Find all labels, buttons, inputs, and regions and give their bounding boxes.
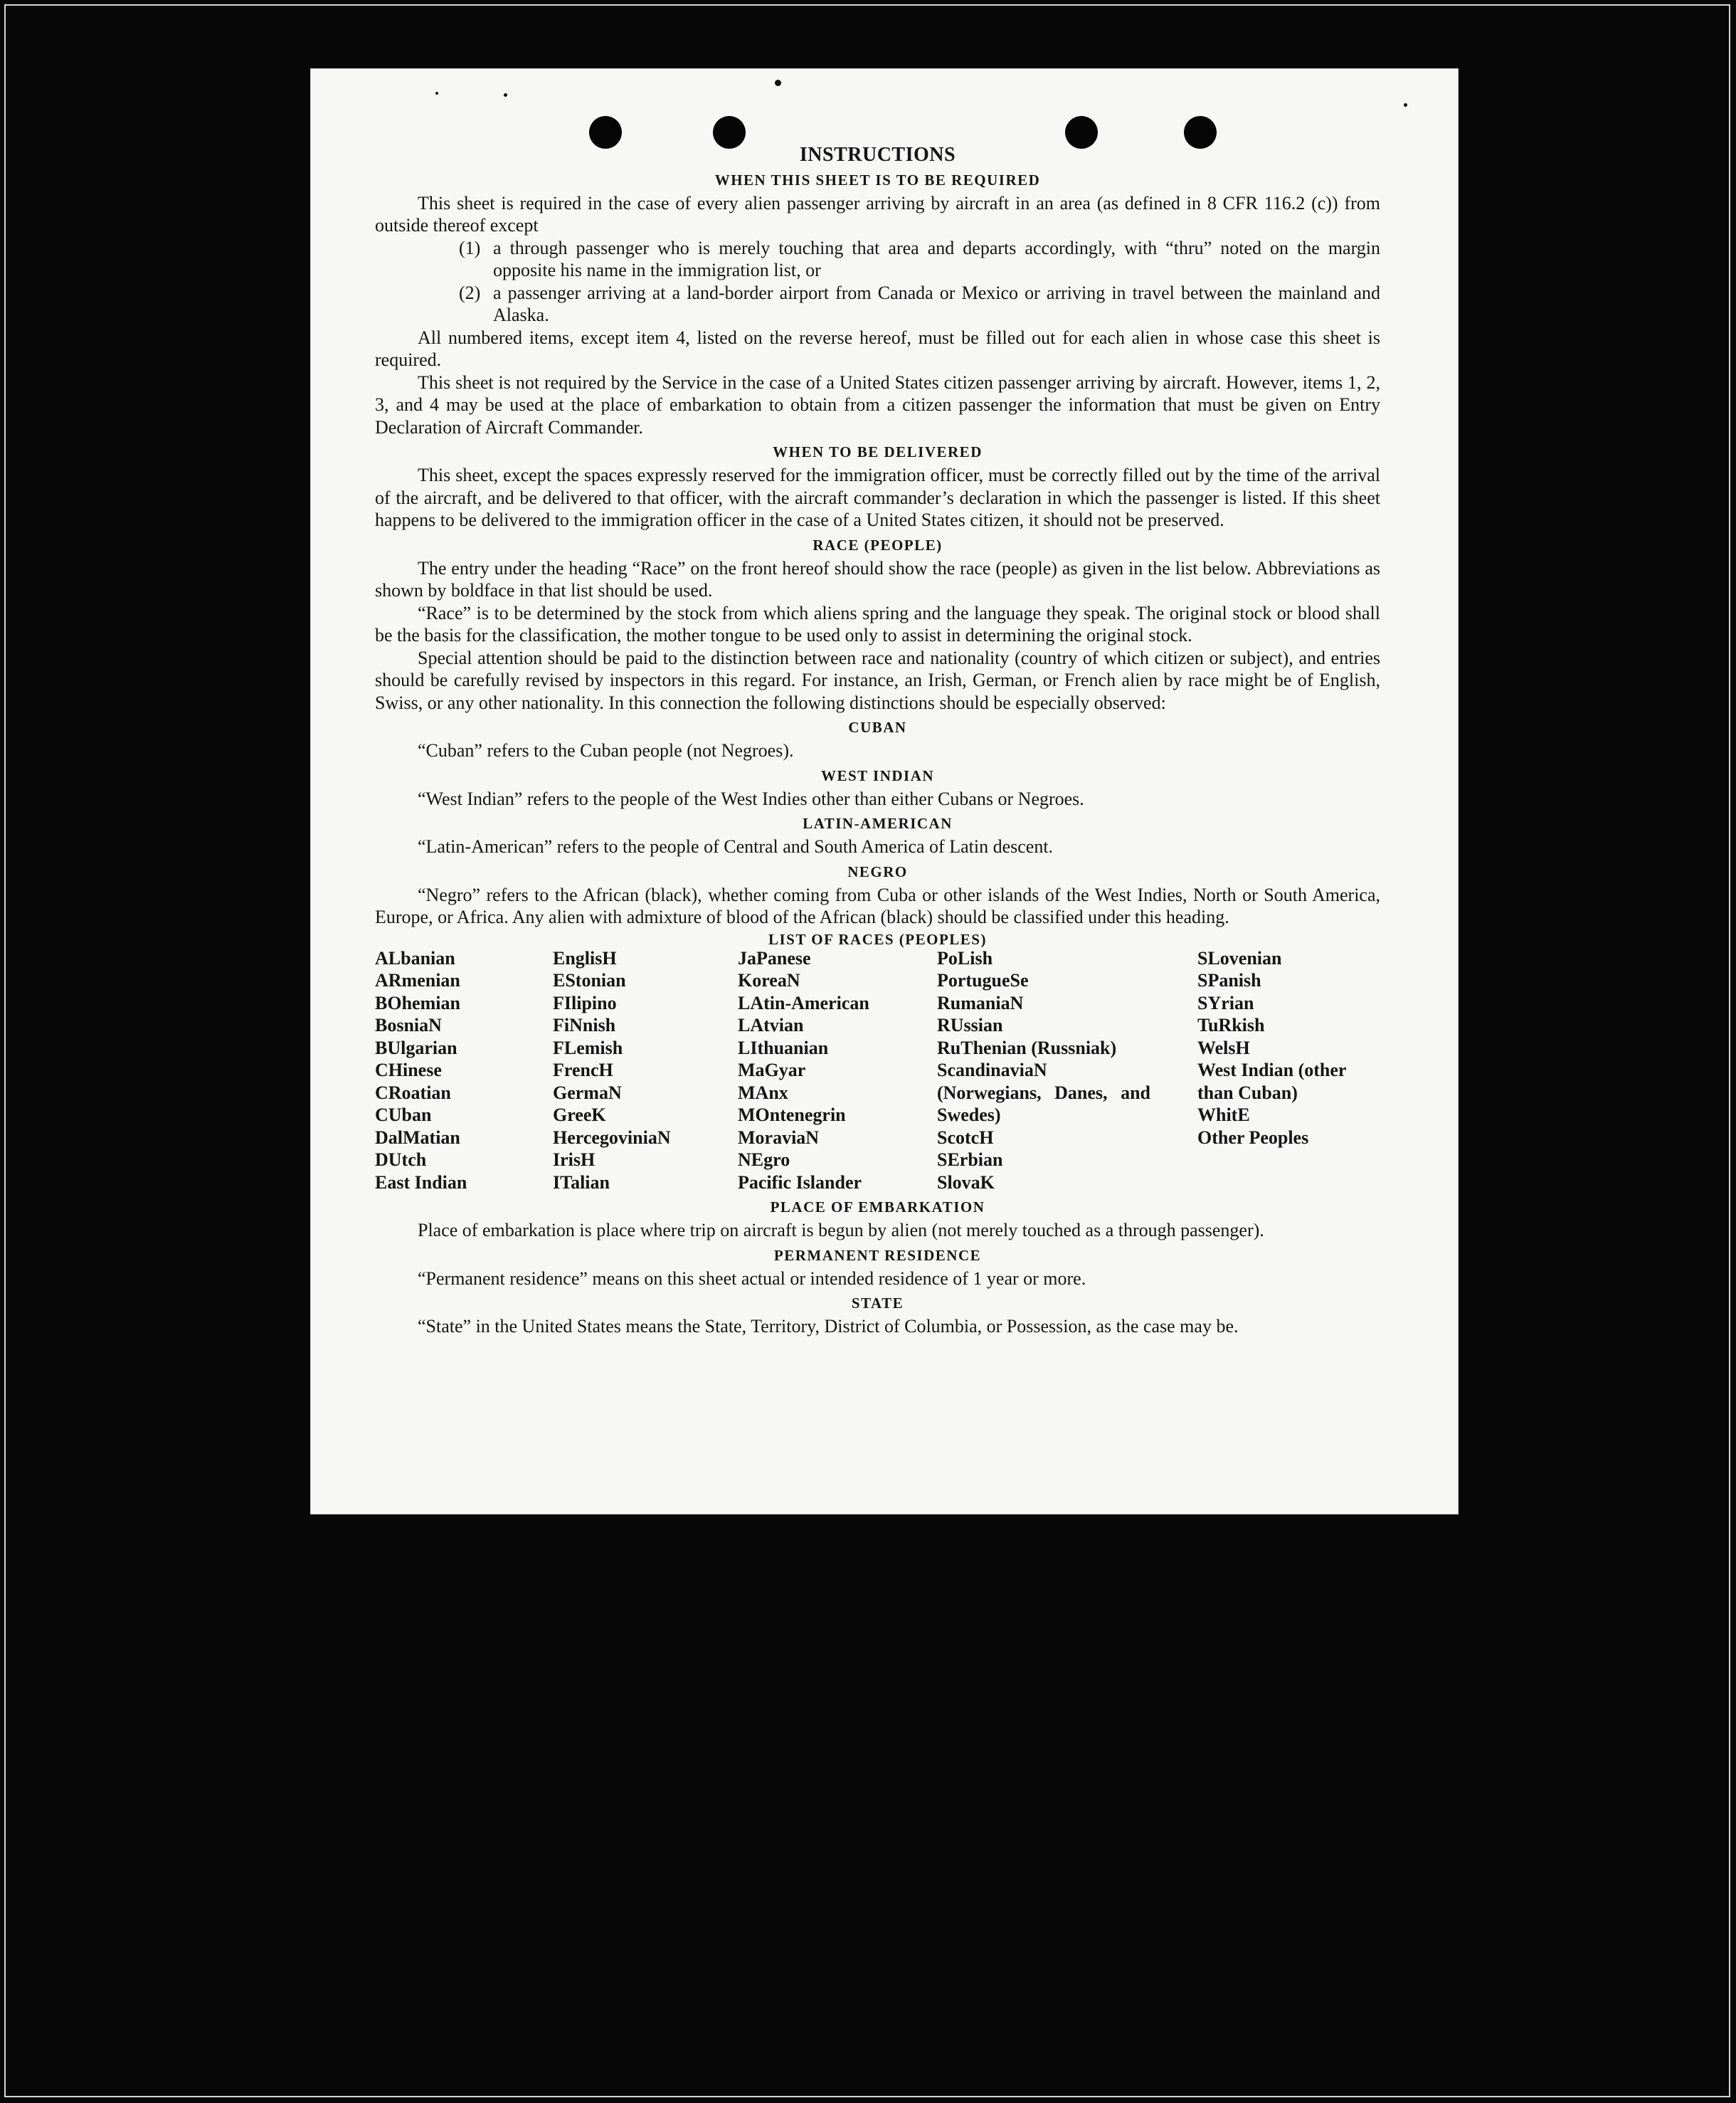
paragraph: “West Indian” refers to the people of the West Indies other than either Cubans or Negroes. <box>418 788 1084 809</box>
speck <box>435 92 438 95</box>
heading-list-of-races: LIST OF RACES (PEOPLES) <box>768 930 987 948</box>
race-item: RUssian <box>937 1015 1003 1035</box>
race-item: RumaniaN <box>937 992 1024 1013</box>
races-column <box>1197 947 1380 1194</box>
heading-permanent-residence: PERMANENT RESIDENCE <box>773 1246 982 1264</box>
list-text: a through passenger who is merely touching that area and departs accordingly, with “thru” noted on the margin opposite his name in the immigration list, or <box>493 237 1380 280</box>
race-item: CRoatian <box>375 1082 451 1103</box>
paragraph: “Race” is to be determined by the stock from which aliens spring and the language they speak. The original stock or blood shall be the basis for the classification, the mother tongue to be used only to assist in determining the original stock. <box>375 602 1380 645</box>
race-item: BosniaN <box>375 1015 442 1035</box>
race-item: LAtvian <box>738 1015 804 1035</box>
heading-when-delivered: WHEN TO BE DELIVERED <box>773 443 983 460</box>
race-item: SLovenian <box>1197 947 1282 969</box>
races-column <box>553 947 738 1194</box>
list-number: (2) <box>459 282 481 303</box>
race-item: MoraviaN <box>738 1127 820 1148</box>
race-item: EnglisH <box>553 947 617 969</box>
heading-negro: NEGRO <box>847 863 908 880</box>
paragraph: The entry under the heading “Race” on the front hereof should show the race (people) as given in the list below. Abbreviations as shown by boldface in that list should be used. <box>375 557 1380 601</box>
race-item: FrencH <box>553 1060 613 1080</box>
race-item: JaPanese <box>738 947 811 969</box>
instructions-content <box>375 144 1380 1338</box>
paragraph: Place of embarkation is place where trip on aircraft is begun by alien (not merely touched as a through passenger). <box>418 1220 1264 1240</box>
race-item: Pacific Islander <box>738 1171 862 1193</box>
race-item: MaGyar <box>738 1060 806 1080</box>
race-item: ITalian <box>553 1171 610 1193</box>
race-item: CUban <box>375 1105 432 1125</box>
race-item: HercegoviniaN <box>553 1127 671 1148</box>
list-text: a passenger arriving at a land-border airport from Canada or Mexico or arriving in travel between the mainland and Alaska. <box>493 282 1380 325</box>
race-item: BUlgarian <box>375 1037 457 1058</box>
paragraph: This sheet, except the spaces expressly reserved for the immigration officer, must be correctly filled out by the time of the arrival of the aircraft, and be delivered to that officer, with the aircraft commander’s declaration in which the passenger is listed. If this sheet happens to be delivered to the immigration officer in the case of a United States citizen, it should not be preserved. <box>375 465 1380 530</box>
race-item: TuRkish <box>1197 1015 1265 1035</box>
paragraph: “State” in the United States means the State, Territory, District of Columbia, or Possession, as the case may be. <box>418 1316 1239 1337</box>
speck <box>504 93 507 97</box>
race-item: MOntenegrin <box>738 1105 846 1125</box>
race-item: West Indian (other than Cuban) <box>1197 1060 1346 1103</box>
heading-embarkation: PLACE OF EMBARKATION <box>770 1198 985 1216</box>
race-item: WhitE <box>1197 1105 1250 1125</box>
heading-state: STATE <box>851 1295 904 1312</box>
races-list <box>375 947 1380 1194</box>
race-item: SlovaK <box>937 1171 995 1193</box>
race-item: LIthuanian <box>738 1037 829 1058</box>
races-column <box>937 947 1197 1194</box>
heading-west-indian: WEST INDIAN <box>820 766 935 784</box>
race-item: EStonian <box>553 970 626 991</box>
speck <box>775 80 781 86</box>
heading-cuban: CUBAN <box>848 719 907 736</box>
race-item: RuThenian (Russniak) <box>937 1037 1117 1058</box>
paragraph: “Permanent residence” means on this sheet actual or intended residence of 1 year or more. <box>418 1267 1086 1289</box>
speck <box>1404 103 1407 107</box>
paragraph: Special attention should be paid to the distinction between race and nationality (country of which citizen or subject), and entries should be carefully revised by inspectors in this regard. For instance, an Irish, German, or French alien by race might be of English, Swiss, or any other nationality. In this connection the following distinctions should be especially observed: <box>375 647 1380 713</box>
race-item: KoreaN <box>738 970 800 991</box>
race-item: WelsH <box>1197 1037 1250 1058</box>
race-item: PortugueSe <box>937 970 1029 991</box>
race-item: MAnx <box>738 1082 788 1103</box>
race-item: FLemish <box>553 1037 623 1058</box>
race-item: SPanish <box>1197 970 1261 991</box>
race-item: SYrian <box>1197 992 1254 1013</box>
race-item: ARmenian <box>375 970 460 991</box>
race-item: Other Peoples <box>1197 1127 1309 1148</box>
race-item: DalMatian <box>375 1127 460 1148</box>
race-item: ALbanian <box>375 947 455 969</box>
race-item: NEgro <box>738 1149 790 1170</box>
paragraph: This sheet is not required by the Service in the case of a United States citizen passenger arriving by aircraft. However, items 1, 2, 3, and 4 may be used at the place of embarkation to obtain from a citizen passenger the information that must be given on Entry Declaration of Aircraft Commander. <box>375 371 1380 438</box>
race-item: GermaN <box>553 1082 622 1103</box>
race-item: LAtin-American <box>738 992 869 1013</box>
race-item: ScandinaviaN (Norwegians, Danes, and Swedes) <box>937 1060 1150 1125</box>
paragraph: All numbered items, except item 4, listed on the reverse hereof, must be filled out for each alien in whose case this sheet is required. <box>375 327 1380 370</box>
list-number: (1) <box>459 237 481 258</box>
race-item: GreeK <box>553 1105 606 1125</box>
page-title: INSTRUCTIONS <box>799 144 956 166</box>
races-column <box>375 947 553 1194</box>
race-item: IrisH <box>553 1149 596 1170</box>
paragraph: This sheet is required in the case of every alien passenger arriving by aircraft in an area (as defined in 8 CFR 116.2 (c)) from outside thereof except <box>375 192 1380 236</box>
race-item: CHinese <box>375 1060 442 1080</box>
race-item: DUtch <box>375 1149 427 1170</box>
race-item: FiNnish <box>553 1015 616 1035</box>
race-item: ScotcH <box>937 1127 994 1148</box>
paragraph: “Latin-American” refers to the people of Central and South America of Latin descent. <box>418 836 1054 857</box>
heading-latin-american: LATIN-AMERICAN <box>803 815 953 832</box>
race-item: BOhemian <box>375 992 460 1013</box>
heading-race: RACE (PEOPLE) <box>813 536 943 554</box>
paragraph: “Negro” refers to the African (black), whether coming from Cuba or other islands of the West Indies, North or South America, Europe, or Africa. Any alien with admixture of blood of the African (black) should be classified under this heading. <box>375 884 1380 927</box>
list-item <box>459 282 1380 327</box>
race-item: SErbian <box>937 1149 1003 1170</box>
list-item <box>459 237 1380 282</box>
race-item: FIlipino <box>553 992 617 1013</box>
document-sheet <box>311 69 1458 1514</box>
heading-when-required: WHEN THIS SHEET IS TO BE REQUIRED <box>714 171 1041 189</box>
races-column <box>738 947 937 1194</box>
paragraph: “Cuban” refers to the Cuban people (not Negroes). <box>418 740 794 761</box>
race-item: East Indian <box>375 1171 467 1193</box>
race-item: PoLish <box>937 947 993 969</box>
